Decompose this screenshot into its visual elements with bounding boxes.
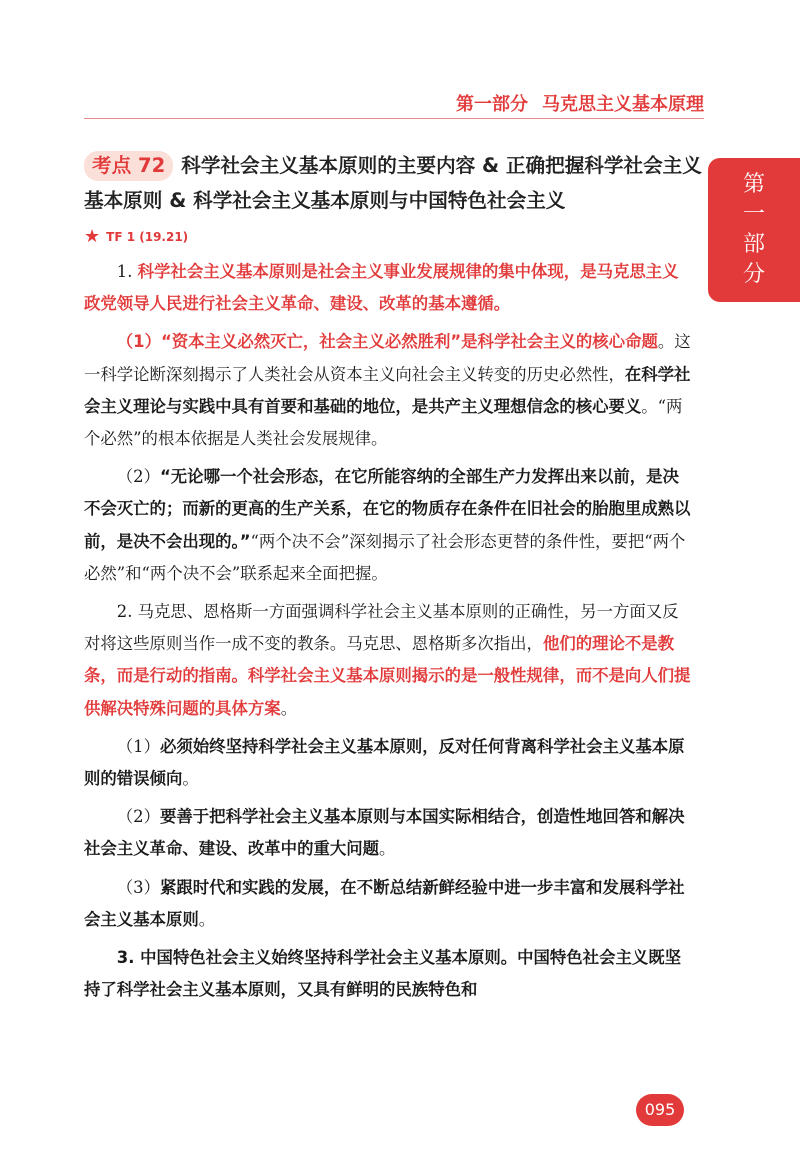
text-run: “两个决不会”深刻揭示了社会形态更替的条件性，要把“两个必然”和“两个决不会”联系起来全面把握。 (84, 531, 686, 583)
text-run: 。“两个必然”的根本依据是人类社会发展规律。 (84, 396, 683, 449)
topic-heading (84, 148, 704, 218)
text-run: 科学社会主义基本原则是社会主义事业发展规律的集中体现，是马克思主义政党领导人民进行社会主义革命、建设、改革的基本遵循。 (84, 262, 679, 314)
text-run: 。这一科学论断深刻揭示了人类社会从资本主义向社会主义转变的历史必然性， (84, 332, 691, 384)
text-run: 他们的理论不是教条，而是行动的指南。科学社会主义基本原则揭示的是一般性规律，而不是向人们提供解决特殊问题的具体方案 (84, 634, 691, 718)
text-run: 。 (379, 839, 396, 859)
paragraph (84, 596, 692, 725)
star-icon: ★ (84, 226, 101, 247)
topic-tag-text: TF 1 (19.21) (106, 230, 189, 244)
text-run: （1） (116, 736, 161, 756)
text-run: （3） (116, 877, 161, 897)
topic-title: 科学社会主义基本原则的主要内容 & 正确把握科学社会主义基本原则 & 科学社会主义基本原则与中国特色社会主义 (84, 154, 702, 212)
header-part: 第一部分 (456, 94, 528, 115)
text-run: 3. 中国特色社会主义始终坚持科学社会主义基本原则。中国特色社会主义既坚持了科学社会主义基本原则，又具有鲜明的民族特色和 (84, 948, 682, 1000)
paragraph (84, 461, 692, 590)
text-run: 必须始终坚持科学社会主义基本原则，反对任何背离科学社会主义基本原则的错误倾向 (84, 736, 685, 789)
section-tab-char: 部 (742, 232, 765, 257)
section-tab-char: 分 (742, 262, 765, 287)
text-run: 要善于把科学社会主义基本原则与本国实际相结合，创造性地回答和解决社会主义革命、建设、改革中的重大问题 (84, 807, 685, 859)
section-tab (708, 158, 800, 302)
text-run: 在科学社会主义理论与实践中具有首要和基础的地位，是共产主义理想信念的核心要义 (84, 364, 691, 416)
header-subject: 马克思主义基本原理 (542, 94, 704, 115)
running-header (84, 90, 704, 116)
text-run: 2. 马克思、恩格斯一方面强调科学社会主义基本原则的正确性，另一方面又反对将这些原则当作一成不变的教条。马克思、恩格斯多次指出， (84, 602, 679, 654)
topic-tag (84, 228, 188, 246)
paragraph (84, 731, 692, 795)
paragraph (84, 326, 692, 455)
paragraph (84, 942, 692, 1006)
text-run: 。 (182, 769, 199, 789)
section-tab-char: 第 (742, 172, 765, 197)
text-run: “无论哪一个社会形态，在它所能容纳的全部生产力发挥出来以前，是决不会灭亡的；而新的更高的生产关系，在它的物质存在条件在旧社会的胎胞里成熟以前，是决不会出现的。” (84, 467, 691, 551)
paragraph (84, 801, 692, 865)
page-number: 095 (636, 1094, 684, 1126)
paragraph (84, 872, 692, 936)
text-run: 1. (116, 262, 138, 281)
topic-badge: 考点 72 (84, 151, 173, 181)
text-run: 紧跟时代和实践的发展，在不断总结新鲜经验中进一步丰富和发展科学社会主义基本原则 (84, 877, 685, 929)
text-run: （2） (116, 467, 161, 487)
paragraph (84, 256, 692, 320)
text-run: 。 (280, 698, 298, 718)
body-text (84, 256, 692, 1012)
section-tab-char: 一 (742, 202, 765, 227)
header-rule (84, 118, 704, 119)
text-run: （2） (116, 807, 161, 827)
text-run: （1）“资本主义必然灭亡，社会主义必然胜利”是科学社会主义的核心命题 (116, 332, 658, 352)
text-run: 。 (198, 909, 216, 929)
